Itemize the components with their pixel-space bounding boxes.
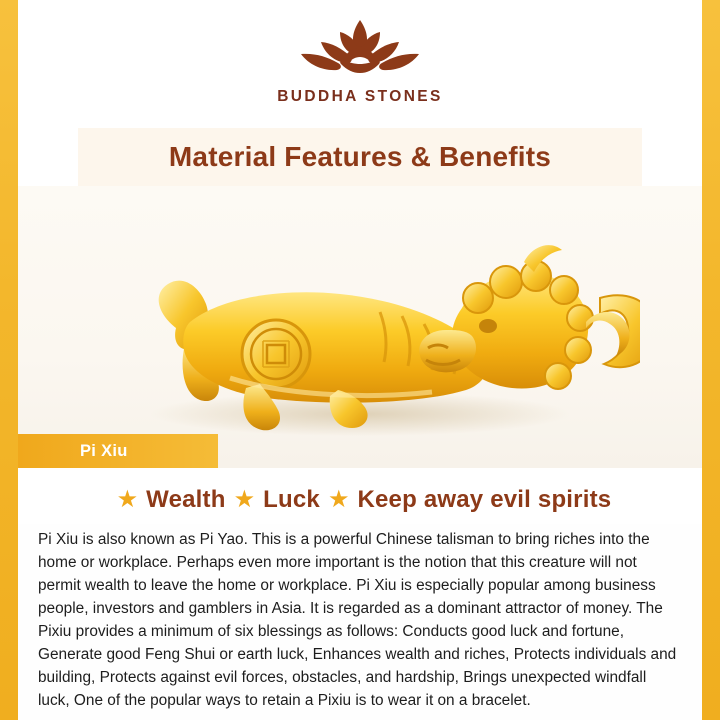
benefits-strip	[18, 468, 702, 524]
product-caption: Pi Xiu	[80, 441, 128, 460]
product-hero	[18, 186, 702, 468]
star-icon: ★	[116, 486, 139, 513]
poster-content	[18, 0, 702, 720]
benefit-wealth: Wealth	[146, 486, 226, 513]
benefit-luck: Luck	[263, 486, 320, 513]
right-gold-bar	[702, 0, 720, 720]
star-icon: ★	[327, 486, 350, 513]
brand-header	[18, 0, 702, 128]
description-block	[18, 524, 702, 712]
product-caption-tab	[18, 434, 218, 468]
benefit-evil-spirits: Keep away evil spirits	[357, 486, 612, 513]
star-icon: ★	[233, 486, 256, 513]
lotus-meditation-icon	[285, 18, 435, 84]
page-title: Material Features & Benefits	[168, 141, 552, 172]
description-paragraph: Pi Xiu is also known as Pi Yao. This is a powerful Chinese talisman to bring riches into the home or workplace. Perhaps even more important is the notion that this creature will not permit wealth to leave the home or workplace. Pi Xiu is especially popular among business people, investors and gamblers in Asia. It is regarded as a dominant attractor of money. The Pixiu provides a minimum of six blessings as follows: Conducts good luck and fortune, Generate good Feng Shui or earth luck, Enhances wealth and riches, Protects individuals and building, Protects against evil forces, obstacles, and hardship, Brings unexpected windfall luck, One of the popular ways to retain a Pixiu is to wear it on a bracelet.	[38, 531, 677, 709]
left-gold-bar	[0, 0, 18, 720]
product-image	[18, 186, 702, 468]
section-title-band	[18, 128, 702, 186]
brand-name: BUDDHA STONES	[277, 88, 443, 105]
gold-pixiu-pendant-illustration	[80, 202, 640, 452]
